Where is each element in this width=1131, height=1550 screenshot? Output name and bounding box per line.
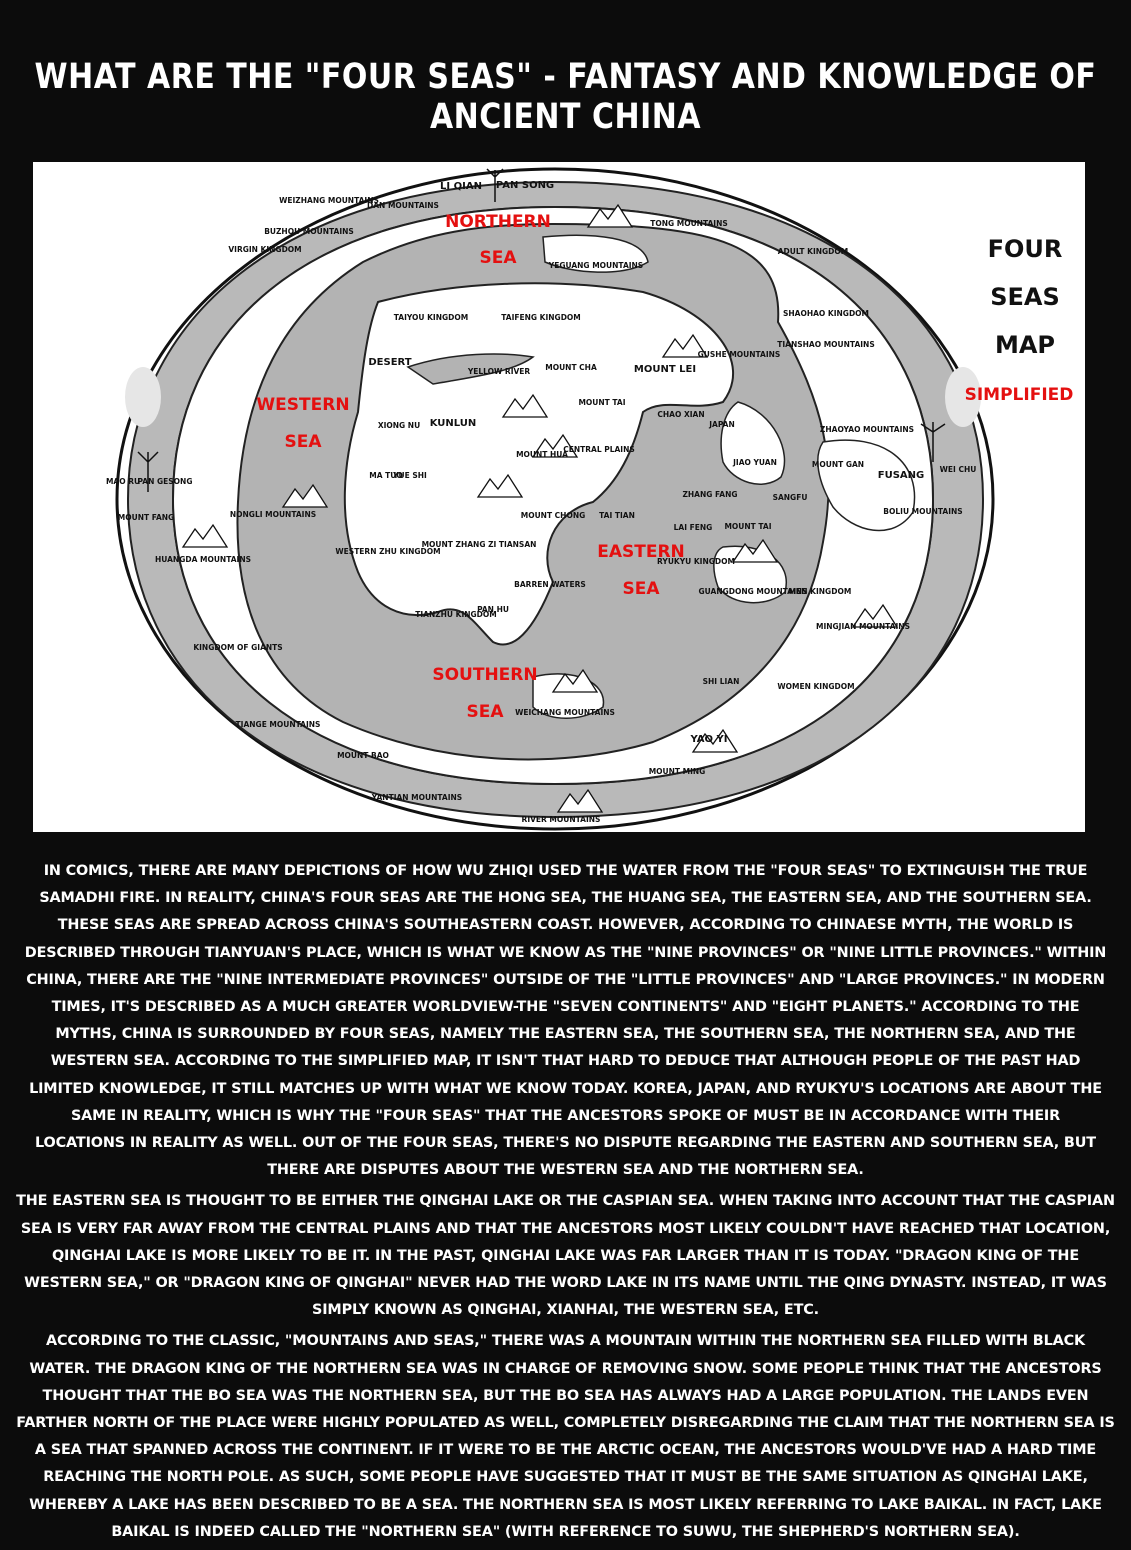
place-label: RIVER MOUNTAINS bbox=[521, 815, 601, 824]
place-label: TAIFENG KINGDOM bbox=[501, 313, 581, 322]
place-label: VIRGIN KINGDOM bbox=[228, 245, 302, 254]
place-label: SANGFU bbox=[772, 493, 808, 502]
place-label: TONG MOUNTAINS bbox=[650, 219, 728, 228]
legend-line-3: MAP bbox=[994, 331, 1056, 359]
article-body bbox=[14, 858, 1117, 1550]
place-label: YANTIAN MOUNTAINS bbox=[371, 793, 463, 802]
northern-sea-label-1: NORTHERN bbox=[445, 212, 551, 232]
place-label: ZHAOYAO MOUNTAINS bbox=[819, 425, 915, 434]
place-label: XIONG NU bbox=[377, 421, 421, 430]
paragraph: THE EASTERN SEA IS THOUGHT TO BE EITHER THE QINGHAI LAKE OR THE CASPIAN SEA. WHEN TAKING INTO ACCOUNT THAT THE CASPIAN SEA IS VERY FAR AWAY FROM THE CENTRAL PLAINS AND THAT THE ANCESTORS MOST LIKELY COULDN'T HAVE REACHED THAT LOCATION, QINGHAI LAKE IS MORE LIKELY TO BE IT. IN THE PAST, QINGHAI LAKE WAS FAR LARGER THAN IT IS TODAY. "DRAGON KING OF THE WESTERN SEA," OR "DRAGON KING OF QINGHAI" NEVER HAD THE WORD LAKE IN ITS NAME UNTIL THE QING DYNASTY. INSTEAD, IT WAS SIMPLY KNOWN AS QINGHAI, XIANHAI, THE WESTERN SEA, ETC. bbox=[16, 1193, 1115, 1319]
place-label: CHAO XIAN bbox=[657, 410, 705, 419]
place-label: MEN KINGDOM bbox=[788, 587, 852, 596]
place-label: GUSHE MOUNTAINS bbox=[697, 350, 781, 359]
place-label: HUANGDA MOUNTAINS bbox=[154, 555, 252, 564]
place-label: MINGJIAN MOUNTAINS bbox=[816, 622, 910, 631]
northern-sea-label-2: SEA bbox=[479, 248, 517, 268]
page-title: WHAT ARE THE "FOUR SEAS" - FANTASY AND KNOWLEDGE OF ANCIENT CHINA bbox=[34, 56, 1097, 138]
place-label: SHAOHAO KINGDOM bbox=[782, 309, 870, 318]
place-label: MOUNT TAI bbox=[578, 398, 626, 407]
western-sea-label-1: WESTERN bbox=[256, 395, 350, 415]
place-label: PAN GESONG bbox=[137, 477, 193, 486]
place-label: LI QIAN bbox=[440, 181, 482, 192]
southern-sea-label-1: SOUTHERN bbox=[432, 665, 538, 685]
place-label: BOLIU MOUNTAINS bbox=[883, 507, 963, 516]
place-label: TIANGE MOUNTAINS bbox=[235, 720, 321, 729]
place-label: JAPAN bbox=[709, 420, 735, 429]
legend-subtitle: SIMPLIFIED bbox=[964, 385, 1074, 405]
place-label: RYUKYU KINGDOM bbox=[657, 557, 735, 566]
place-label: TIANSHAO MOUNTAINS bbox=[777, 340, 875, 349]
place-label: MOUNT LEI bbox=[633, 364, 697, 375]
place-label: ZHANG FANG bbox=[682, 490, 738, 499]
place-label: MOUNT BAO bbox=[337, 751, 389, 760]
paragraph: IN COMICS, THERE ARE MANY DEPICTIONS OF HOW WU ZHIQI USED THE WATER FROM THE "FOUR SEAS" TO EXTINGUISH THE TRUE SAMADHI FIRE. IN REALITY, CHINA'S FOUR SEAS ARE THE HONG SEA, THE HUANG SEA, THE EASTERN SEA, AND THE SOUTHERN SEA. THESE SEAS ARE SPREAD ACROSS CHINA'S SOUTHEASTERN COAST. HOWEVER, ACCORDING TO CHINAESE MYTH, THE WORLD IS DESCRIBED THROUGH TIANYUAN'S PLACE, WHICH IS WHAT WE KNOW AS THE "NINE PROVINCES" OR "NINE LITTLE PROVINCES." WITHIN CHINA, THERE ARE THE "NINE INTERMEDIATE PROVINCES" OUTSIDE OF THE "LITTLE PROVINCES" AND "LARGE PROVINCES." IN MODERN TIMES, IT'S DESCRIBED AS A MUCH GREATER WORLDVIEW-THE "SEVEN CONTINENTS" AND "EIGHT PLANETS." ACCORDING TO THE MYTHS, CHINA IS SURROUNDED BY FOUR SEAS, NAMELY THE EASTERN SEA, THE SOUTHERN SEA, THE NORTHERN SEA, AND THE WESTERN SEA. ACCORDING TO THE SIMPLIFIED MAP, IT ISN'T THAT HARD TO DEDUCE THAT ALTHOUGH PEOPLE OF THE PAST HAD LIMITED KNOWLEDGE, IT STILL MATCHES UP WITH WHAT WE KNOW TODAY. KOREA, JAPAN, AND RYUKYU'S LOCATIONS ARE ABOUT THE SAME IN REALITY, WHICH IS WHY THE "FOUR SEAS" THAT THE ANCESTORS SPOKE OF MUST BE IN ACCORDANCE WITH THEIR LOCATIONS IN REALITY AS WELL. OUT OF THE FOUR SEAS, THERE'S NO DISPUTE REGARDING THE EASTERN AND SOUTHERN SEA, BUT THERE ARE DISPUTES ABOUT THE WESTERN SEA AND THE NORTHERN SEA. bbox=[24, 863, 1107, 1179]
place-label: YAO YI bbox=[690, 734, 728, 745]
eastern-sea-label-2: SEA bbox=[622, 579, 660, 599]
place-label: WEICHANG MOUNTAINS bbox=[515, 708, 615, 717]
eastern-sea-label-1: EASTERN bbox=[597, 542, 685, 562]
place-label: MOUNT FANG bbox=[117, 513, 175, 522]
place-label: SHI LIAN bbox=[702, 677, 740, 686]
place-label: MA TUO bbox=[369, 471, 403, 480]
place-label: MOUNT CHA bbox=[545, 363, 597, 372]
place-label: MOUNT GAN bbox=[811, 460, 865, 469]
place-label: DAN MOUNTAINS bbox=[367, 201, 439, 210]
place-label: MOUNT HUA bbox=[516, 450, 568, 459]
place-label: DESERT bbox=[368, 357, 412, 368]
outer-patch-west bbox=[125, 367, 161, 427]
place-label: PAN SONG bbox=[495, 180, 555, 191]
place-label: MAO RU bbox=[105, 477, 141, 486]
place-label: YUE SHI bbox=[393, 471, 427, 480]
paragraph: ACCORDING TO THE CLASSIC, "MOUNTAINS AND SEAS," THERE WAS A MOUNTAIN WITHIN THE NORTHERN SEA FILLED WITH BLACK WATER. THE DRAGON KING OF THE NORTHERN SEA WAS IN CHARGE OF REMOVING SNOW. SOME PEOPLE THINK THAT THE ANCESTORS THOUGHT THAT THE BO SEA WAS THE NORTHERN SEA, BUT THE BO SEA HAS ALWAYS HAD A LARGE POPULATION. THE LANDS EVEN FARTHER NORTH OF THE PLACE WERE HIGHLY POPULATED AS WELL, COMPLETELY DISREGARDING THE CLAIM THAT THE NORTHERN SEA IS A SEA THAT SPANNED ACROSS THE CONTINENT. IF IT WERE TO BE THE ARCTIC OCEAN, THE ANCESTORS WOULD'VE HAD A HARD TIME REACHING THE NORTH POLE. AS SUCH, SOME PEOPLE HAVE SUGGESTED THAT IT MUST BE THE SAME SITUATION AS QINGHAI LAKE, WHEREBY A LAKE HAS BEEN DESCRIBED TO BE A SEA. THE NORTHERN SEA IS MOST LIKELY REFERRING TO LAKE BAIKAL. IN FACT, LAKE BAIKAL IS INDEED CALLED THE "NORTHERN SEA" (WITH REFERENCE TO SUWU, THE SHEPHERD'S NORTHERN SEA). bbox=[16, 1333, 1115, 1540]
place-label: TAIYOU KINGDOM bbox=[393, 313, 469, 322]
place-label: KUNLUN bbox=[429, 418, 477, 429]
place-label: MOUNT CHONG bbox=[520, 511, 586, 520]
place-label: LAI FENG bbox=[673, 523, 713, 532]
place-label: YEGUANG MOUNTAINS bbox=[548, 261, 644, 270]
place-label: ADULT KINGDOM bbox=[777, 247, 849, 256]
place-label: KINGDOM OF GIANTS bbox=[193, 643, 283, 652]
place-label: WESTERN ZHU KINGDOM bbox=[335, 547, 441, 556]
map-illustration bbox=[33, 162, 1085, 832]
place-label: WOMEN KINGDOM bbox=[777, 682, 855, 691]
place-label: WEI CHU bbox=[939, 465, 977, 474]
four-seas-map bbox=[33, 162, 1085, 832]
place-label: MOUNT MING bbox=[648, 767, 706, 776]
place-label: MOUNT ZHANG ZI TIANSAN bbox=[421, 540, 537, 549]
place-label: WEIZHANG MOUNTAINS bbox=[279, 196, 379, 205]
southern-sea-label-2: SEA bbox=[466, 702, 504, 722]
place-label: TIANZHU KINGDOM bbox=[415, 610, 497, 619]
place-label: YELLOW RIVER bbox=[467, 367, 531, 376]
place-label: FUSANG bbox=[877, 470, 925, 481]
place-label: JIAO YUAN bbox=[733, 458, 777, 467]
place-label: BUZHOU MOUNTAINS bbox=[264, 227, 354, 236]
place-label: GUANGDONG MOUNTAINS bbox=[698, 587, 808, 596]
place-label: TAI TIAN bbox=[599, 511, 635, 520]
place-label: BARREN WATERS bbox=[514, 580, 586, 589]
place-label: CENTRAL PLAINS bbox=[563, 445, 635, 454]
place-label: MOUNT TAI bbox=[724, 522, 772, 531]
place-label: NONGLI MOUNTAINS bbox=[229, 510, 317, 519]
western-sea-label-2: SEA bbox=[284, 432, 322, 452]
place-label: PAN HU bbox=[477, 605, 509, 614]
legend-line-1: FOUR bbox=[987, 235, 1063, 263]
legend-line-2: SEAS bbox=[990, 283, 1060, 311]
